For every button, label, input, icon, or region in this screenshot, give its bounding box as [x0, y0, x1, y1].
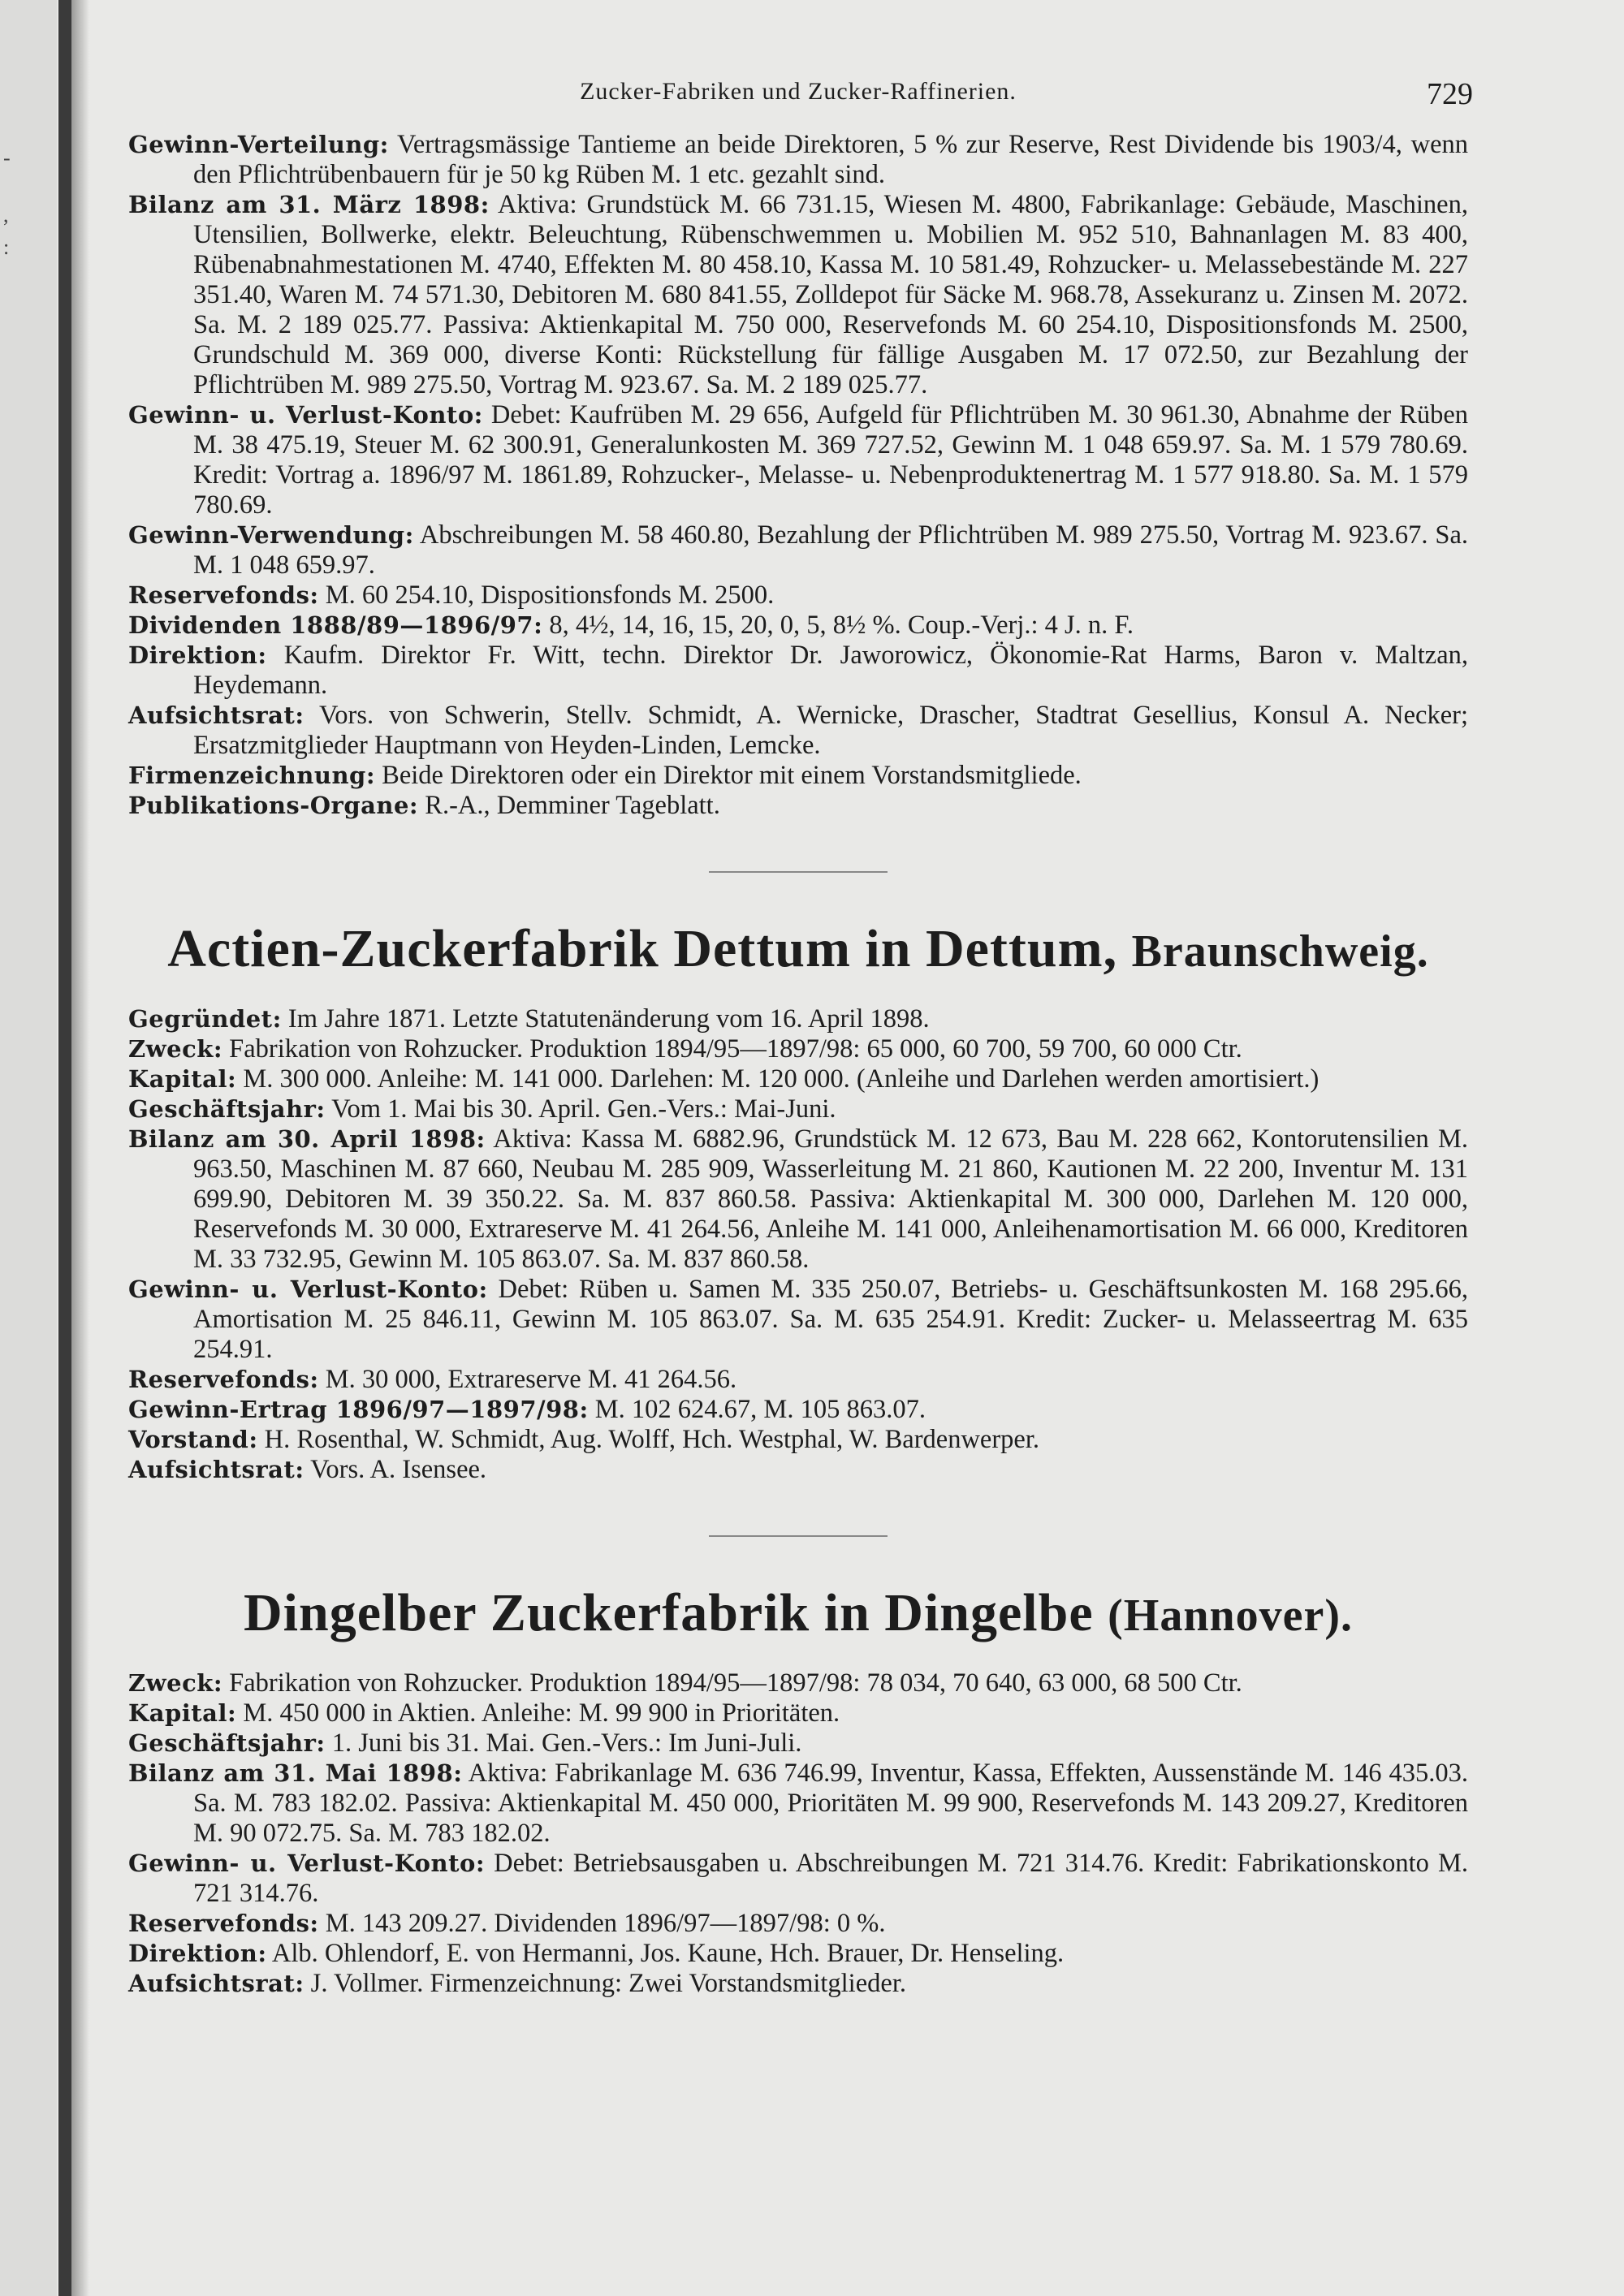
- entry: [128, 641, 1468, 701]
- entry-text: Vertragsmässige Tantieme an beide Direktoren, 5 % zur Reserve, Rest Dividende bis 1903/4, wenn den Pflichtrübenbauern für je 50 kg Rüben M. 1 etc. gezahlt sind.: [193, 130, 1468, 189]
- entry: [128, 1004, 1468, 1034]
- entry: [128, 1698, 1468, 1728]
- entry-text: Aktiva: Grundstück M. 66 731.15, Wiesen M. 4800, Fabrikanlage: Gebäude, Maschinen, Utensilien, Bollwerke, elektr. Beleuchtung, Rübenschwemmen u. Mobilien M. 952 510, Bahnanlagen M. 83 400, Rübenabnahmestationen M. 4740, Effekten M. 80 458.10, Kassa M. 10 581.49, Rohzucker- u. Melassebestände M. 227 351.40, Waren M. 74 571.30, Debitoren M. 680 841.55, Zolldepot für Säcke M. 968.78, Assekuranz u. Zinsen M. 2072. Sa. M. 2 189 025.77. Passiva: Aktienkapital M. 750 000, Reservefonds M. 60 254.10, Dispositionsfonds M. 2500, Grundschuld M. 369 000, diverse Konti: Rückstellung für fällige Ausgaben M. 17 072.50, zur Bezahlung der Pflichtrüben M. 989 275.50, Vortrag M. 923.67. Sa. M. 2 189 025.77.: [193, 190, 1468, 399]
- entry-text: Debet: Betriebsausgaben u. Abschreibungen M. 721 314.76. Kredit: Fabrikationskonto M. 721 314.76.: [193, 1849, 1468, 1908]
- entry-label: Dividenden 1888/89—1896/97:: [128, 611, 543, 639]
- entry-label: Aufsichtsrat:: [128, 1970, 304, 1997]
- entry: [128, 580, 1468, 611]
- entry-text: H. Rosenthal, W. Schmidt, Aug. Wolff, Hch. Westphal, W. Bardenwerper.: [264, 1425, 1040, 1454]
- entry-label: Gegründet:: [128, 1005, 282, 1033]
- entry: [128, 1455, 1468, 1485]
- entry: [128, 1365, 1468, 1395]
- entry-label: Direktion:: [128, 641, 267, 669]
- entry-label: Kapital:: [128, 1699, 237, 1727]
- company-region: (Hannover).: [1108, 1590, 1353, 1641]
- sections-container: [128, 130, 1468, 1999]
- entry: [128, 520, 1468, 580]
- entry-label: Aufsichtsrat:: [128, 701, 304, 729]
- entry-text: R.-A., Demminer Tageblatt.: [425, 791, 720, 820]
- entry: [128, 190, 1468, 400]
- entry: [128, 1425, 1468, 1455]
- company-region: Braunschweig.: [1131, 926, 1429, 977]
- margin-mark: :: [3, 235, 10, 259]
- section-divider: [709, 1535, 888, 1537]
- company-section: [128, 130, 1468, 821]
- entry-label: Geschäftsjahr:: [128, 1729, 326, 1757]
- entry: [128, 701, 1468, 761]
- entry-label: Direktion:: [128, 1940, 267, 1967]
- entry: [128, 1395, 1468, 1425]
- entry: [128, 791, 1468, 821]
- entry: [128, 130, 1468, 190]
- entry-text: Vors. A. Isensee.: [310, 1455, 487, 1484]
- entry-label: Gewinn- u. Verlust-Konto:: [128, 1849, 486, 1877]
- entry-label: Gewinn-Verteilung:: [128, 131, 389, 158]
- entry-label: Vorstand:: [128, 1426, 258, 1453]
- running-head: [128, 73, 1473, 130]
- entry: [128, 1064, 1468, 1094]
- entry-text: Aktiva: Kassa M. 6882.96, Grundstück M. 12 673, Bau M. 228 662, Kontorutensilien M. 963.50, Maschinen M. 87 660, Neubau M. 285 909, Wasserleitung M. 21 860, Kautionen M. 22 200, Inventur M. 131 699.90, Debitoren M. 39 350.22. Sa. M. 837 860.58. Passiva: Aktienkapital M. 300 000, Darlehen M. 120 000, Reservefonds M. 30 000, Extrareserve M. 41 264.56, Anleihe M. 141 000, Anleihenamortisation M. 66 000, Kreditoren M. 33 732.95, Gewinn M. 105 863.07. Sa. M. 837 860.58.: [193, 1124, 1468, 1274]
- company-section: [128, 871, 1468, 1485]
- entry: [128, 1034, 1468, 1064]
- margin-mark: ,: [3, 203, 9, 227]
- entry-text: Alb. Ohlendorf, E. von Hermanni, Jos. Kaune, Hch. Brauer, Dr. Henseling.: [271, 1939, 1065, 1968]
- facing-page-edge: [0, 0, 57, 2296]
- company-title: [128, 1582, 1468, 1644]
- entry: [128, 761, 1468, 791]
- entry: [128, 1969, 1468, 1999]
- entry-text: Fabrikation von Rohzucker. Produktion 1894/95—1897/98: 78 034, 70 640, 63 000, 68 500 Ctr.: [229, 1668, 1242, 1698]
- company-name: Actien-Zuckerfabrik Dettum in Dettum,: [167, 919, 1118, 978]
- entry-label: Bilanz am 31. Mai 1898:: [128, 1759, 463, 1787]
- entry-text: M. 102 624.67, M. 105 863.07.: [594, 1395, 926, 1424]
- entry-label: Gewinn-Verwendung:: [128, 521, 414, 549]
- entry: [128, 1728, 1468, 1759]
- entry-text: Debet: Rüben u. Samen M. 335 250.07, Betriebs- u. Geschäftsunkosten M. 168 295.66, Amortisation M. 25 846.11, Gewinn M. 105 863.07. Sa. M. 635 254.91. Kredit: Zucker- u. Melasseertrag M. 635 254.91.: [193, 1275, 1468, 1364]
- entry-label: Gewinn-Ertrag 1896/97—1897/98:: [128, 1396, 589, 1423]
- entry-label: Gewinn- u. Verlust-Konto:: [128, 401, 483, 429]
- company-title: [128, 918, 1468, 980]
- entry-text: M. 30 000, Extrareserve M. 41 264.56.: [325, 1365, 737, 1394]
- running-title: Zucker-Fabriken und Zucker-Raffinerien.: [580, 78, 1017, 105]
- entry: [128, 1275, 1468, 1365]
- margin-mark: -: [3, 146, 11, 170]
- entry-text: M. 450 000 in Aktien. Anleihe: M. 99 900 in Prioritäten.: [243, 1698, 840, 1728]
- entry: [128, 1668, 1468, 1698]
- entry-text: Fabrikation von Rohzucker. Produktion 1894/95—1897/98: 65 000, 60 700, 59 700, 60 000 Ctr.: [229, 1034, 1242, 1064]
- entry-text: M. 143 209.27. Dividenden 1896/97—1897/98: 0 %.: [325, 1909, 886, 1938]
- entry-label: Kapital:: [128, 1065, 237, 1093]
- entry: [128, 1759, 1468, 1849]
- book-spine: [58, 0, 71, 2296]
- entry: [128, 400, 1468, 520]
- entry-text: Abschreibungen M. 58 460.80, Bezahlung der Pflichtrüben M. 989 275.50, Vortrag M. 923.67. Sa. M. 1 048 659.97.: [193, 520, 1468, 580]
- entry: [128, 1849, 1468, 1909]
- company-name: Dingelber Zuckerfabrik in Dingelbe: [243, 1583, 1094, 1642]
- page-number: 729: [1427, 77, 1473, 111]
- company-section: [128, 1535, 1468, 1999]
- entry-text: Vom 1. Mai bis 30. April. Gen.-Vers.: Mai-Juni.: [331, 1094, 836, 1124]
- entry-label: Zweck:: [128, 1035, 223, 1063]
- entry-label: Reservefonds:: [128, 1910, 319, 1937]
- entry-label: Bilanz am 31. März 1898:: [128, 191, 490, 218]
- entry: [128, 1094, 1468, 1124]
- entry: [128, 1939, 1468, 1969]
- entry-label: Reservefonds:: [128, 1366, 319, 1393]
- entry: [128, 1124, 1468, 1275]
- entry: [128, 611, 1468, 641]
- entry-label: Bilanz am 30. April 1898:: [128, 1125, 486, 1153]
- entry-text: J. Vollmer. Firmenzeichnung: Zwei Vorstandsmitglieder.: [310, 1969, 906, 1998]
- entry-label: Zweck:: [128, 1669, 223, 1697]
- page: [128, 73, 1473, 1999]
- entry-text: 8, 4½, 14, 16, 15, 20, 0, 5, 8½ %. Coup.-Verj.: 4 J. n. F.: [549, 611, 1134, 640]
- entry-text: Debet: Kaufrüben M. 29 656, Aufgeld für Pflichtrüben M. 30 961.30, Abnahme der Rüben M. 38 475.19, Steuer M. 62 300.91, Generalunkosten M. 369 727.52, Gewinn M. 1 048 659.97. Sa. M. 1 579 780.69. Kredit: Vortrag a. 1896/97 M. 1861.89, Rohzucker-, Melasse- u. Nebenproduktenertrag M. 1 577 918.80. Sa. M. 1 579 780.69.: [193, 400, 1468, 520]
- spine-shadow: [71, 0, 89, 2296]
- entry-label: Aufsichtsrat:: [128, 1456, 304, 1483]
- entry-label: Firmenzeichnung:: [128, 762, 376, 789]
- entry-label: Publikations-Organe:: [128, 792, 419, 819]
- entry-text: M. 60 254.10, Dispositionsfonds M. 2500.: [325, 580, 775, 610]
- entry-text: M. 300 000. Anleihe: M. 141 000. Darlehen: M. 120 000. (Anleihe und Darlehen werden amortisiert.): [243, 1064, 1320, 1094]
- entry-text: Kaufm. Direktor Fr. Witt, techn. Direktor Dr. Jaworowicz, Ökonomie-Rat Harms, Baron v. Maltzan, Heydemann.: [193, 641, 1469, 700]
- entry-label: Gewinn- u. Verlust-Konto:: [128, 1275, 488, 1303]
- entry-label: Geschäftsjahr:: [128, 1095, 326, 1123]
- entry-text: Aktiva: Fabrikanlage M. 636 746.99, Inventur, Kassa, Effekten, Aussenstände M. 146 435.03. Sa. M. 783 182.02. Passiva: Aktienkapital M. 450 000, Prioritäten M. 99 900, Reservefonds M. 143 209.27, Kreditoren M. 90 072.75. Sa. M. 783 182.02.: [193, 1759, 1468, 1848]
- entry: [128, 1909, 1468, 1939]
- entry-text: Im Jahre 1871. Letzte Statutenänderung vom 16. April 1898.: [287, 1004, 930, 1034]
- entry-text: Beide Direktoren oder ein Direktor mit einem Vorstandsmitgliede.: [382, 761, 1082, 790]
- section-divider: [709, 871, 888, 873]
- entry-text: 1. Juni bis 31. Mai. Gen.-Vers.: Im Juni-Juli.: [331, 1728, 802, 1758]
- entry-label: Reservefonds:: [128, 581, 319, 609]
- entry-text: Vors. von Schwerin, Stellv. Schmidt, A. Wernicke, Drascher, Stadtrat Gesellius, Konsul A. Necker; Ersatzmitglieder Hauptmann von Heyden-Linden, Lemcke.: [193, 701, 1468, 760]
